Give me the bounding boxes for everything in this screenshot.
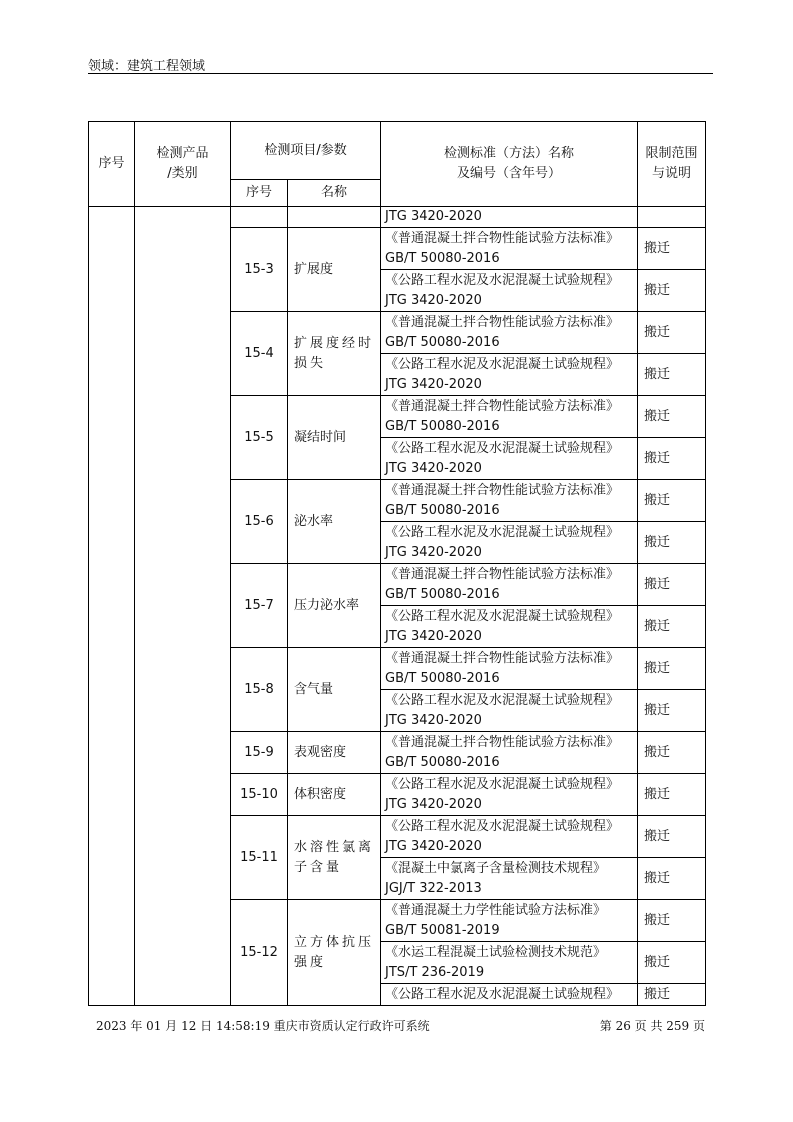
cell-standard [381,312,638,354]
cell-item-name: 立方体抗压强度 [288,900,381,1006]
standard-title: 《公路工程水泥及水泥混凝土试验规程》 [385,356,620,372]
standard-title: 《普通混凝土拌合物性能试验方法标准》 [385,734,620,750]
cell-item-name [288,207,381,228]
cell-limit: 搬迁 [638,396,706,438]
cell-limit: 搬迁 [638,606,706,648]
cell-item-name: 含气量 [288,648,381,732]
standard-title: 《公路工程水泥及水泥混凝土试验规程》 [385,818,620,834]
cell-item-name: 体积密度 [288,774,381,816]
cell-standard [381,438,638,480]
standard-code: GB/T 50081-2019 [385,922,500,938]
cell-limit: 搬迁 [638,312,706,354]
cell-item-name: 扩展度 [288,228,381,312]
cell-item-name: 凝结时间 [288,396,381,480]
cell-standard [381,690,638,732]
cell-limit: 搬迁 [638,732,706,774]
cell-standard [381,774,638,816]
standard-title: 《普通混凝土拌合物性能试验方法标准》 [385,650,620,666]
cell-limit: 搬迁 [638,228,706,270]
standard-title: 《普通混凝土拌合物性能试验方法标准》 [385,314,620,330]
cell-standard [381,270,638,312]
cell-item-seq: 15-6 [231,480,288,564]
cell-limit: 搬迁 [638,354,706,396]
cell-standard [381,606,638,648]
cell-limit: 搬迁 [638,522,706,564]
cell-item-seq: 15-5 [231,396,288,480]
cell-item-name: 泌水率 [288,480,381,564]
cell-limit: 搬迁 [638,816,706,858]
standard-code: JGJ/T 322-2013 [385,880,482,896]
cell-standard [381,900,638,942]
standard-code: JTG 3420-2020 [385,712,482,728]
footer-timestamp: 2023 年 01 月 12 日 14:58:19 重庆市资质认定行政许可系统 [96,1019,430,1033]
standard-code: JTG 3420-2020 [385,628,482,644]
cell-limit: 搬迁 [638,564,706,606]
standard-title: 《公路工程水泥及水泥混凝土试验规程》 [385,608,620,624]
cell-standard [381,984,638,1006]
standard-title: 《普通混凝土拌合物性能试验方法标准》 [385,398,620,414]
header-divider [88,73,713,74]
cell-standard [381,480,638,522]
cell-item-name: 压力泌水率 [288,564,381,648]
cell-item-seq: 15-10 [231,774,288,816]
standard-code: JTS/T 236-2019 [385,964,485,980]
standard-code: JTG 3420-2020 [385,376,482,392]
standard-code: JTG 3420-2020 [385,292,482,308]
cell-item-seq: 15-3 [231,228,288,312]
standard-code: JTG 3420-2020 [385,796,482,812]
footer-page-number: 第 26 页 共 259 页 [599,1019,705,1033]
cell-item-seq [231,207,288,228]
inspection-table [88,121,706,1006]
standard-code: GB/T 50080-2016 [385,502,500,518]
standard-code: GB/T 50080-2016 [385,670,500,686]
standard-title: 《公路工程水泥及水泥混凝土试验规程》 [385,776,620,792]
cell-item-seq: 15-11 [231,816,288,900]
header-limit: 限制范围 与说明 [638,122,706,207]
cell-item-name: 扩展度经时损失 [288,312,381,396]
cell-item-name: 表观密度 [288,732,381,774]
standard-code: JTG 3420-2020 [385,838,482,854]
cell-standard [381,732,638,774]
standard-title: 《水运工程混凝土试验检测技术规范》 [385,944,607,960]
standard-title: 《混凝土中氯离子含量检测技术规程》 [385,860,607,876]
cell-standard [381,354,638,396]
standard-code: JTG 3420-2020 [385,544,482,560]
standard-title: 《公路工程水泥及水泥混凝土试验规程》 [385,272,620,288]
cell-limit: 搬迁 [638,690,706,732]
header-seq: 序号 [89,122,135,207]
header-item-seq: 序号 [231,180,288,207]
standard-code: GB/T 50080-2016 [385,334,500,350]
cell-standard [381,858,638,900]
header-item-name: 名称 [288,180,381,207]
cell-standard [381,522,638,564]
header-item-group: 检测项目/参数 [231,122,381,180]
cell-item-seq: 15-4 [231,312,288,396]
cell-item-seq: 15-8 [231,648,288,732]
cell-limit: 搬迁 [638,438,706,480]
cell-limit: 搬迁 [638,858,706,900]
standard-code: GB/T 50080-2016 [385,586,500,602]
cell-limit: 搬迁 [638,942,706,984]
standard-title: 《公路工程水泥及水泥混凝土试验规程》 [385,692,620,708]
cell-standard: JTG 3420-2020 [381,207,638,228]
cell-item-seq: 15-12 [231,900,288,1006]
standard-title: 《普通混凝土拌合物性能试验方法标准》 [385,482,620,498]
cell-limit: 搬迁 [638,648,706,690]
standard-title: 《普通混凝土拌合物性能试验方法标准》 [385,566,620,582]
cell-limit: 搬迁 [638,480,706,522]
standard-code: GB/T 50080-2016 [385,418,500,434]
page-header-domain: 领域：建筑工程领域 [88,59,206,74]
standard-title: 《公路工程水泥及水泥混凝土试验规程》 [385,440,620,456]
standard-title: 《公路工程水泥及水泥混凝土试验规程》 [385,524,620,540]
cell-limit: 搬迁 [638,774,706,816]
standard-code: JTG 3420-2020 [385,460,482,476]
cell-standard [381,564,638,606]
standard-title: 《普通混凝土拌合物性能试验方法标准》 [385,230,620,246]
cell-item-seq: 15-7 [231,564,288,648]
cell-seq [89,207,135,1006]
cell-limit: 搬迁 [638,900,706,942]
standard-code: GB/T 50080-2016 [385,250,500,266]
header-category: 检测产品 /类别 [135,122,231,207]
header-standard: 检测标准（方法）名称 及编号（含年号） [381,122,638,207]
cell-standard [381,816,638,858]
cell-standard [381,648,638,690]
cell-standard [381,942,638,984]
standard-code: GB/T 50080-2016 [385,754,500,770]
cell-limit [638,207,706,228]
cell-limit: 搬迁 [638,270,706,312]
cell-standard [381,396,638,438]
cell-category [135,207,231,1006]
standard-title: 《公路工程水泥及水泥混凝土试验规程》 [385,986,620,1002]
cell-item-seq: 15-9 [231,732,288,774]
table-row [89,207,706,228]
standard-title: 《普通混凝土力学性能试验方法标准》 [385,902,607,918]
table-body [89,207,706,1006]
cell-limit: 搬迁 [638,984,706,1006]
cell-item-name: 水溶性氯离子含量 [288,816,381,900]
cell-standard [381,228,638,270]
